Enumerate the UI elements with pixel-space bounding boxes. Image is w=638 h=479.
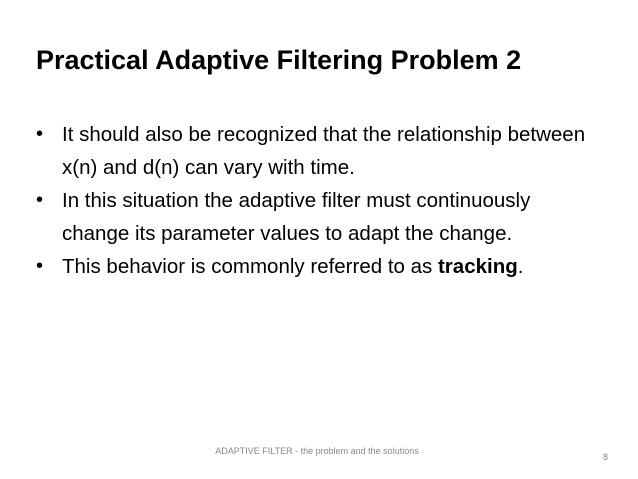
bullet-item xyxy=(36,184,596,250)
bullet-icon: • xyxy=(36,189,44,211)
bullet-text xyxy=(62,255,523,278)
bullet-list xyxy=(36,118,596,283)
slide-title: Practical Adaptive Filtering Problem 2 xyxy=(36,45,522,75)
bullet-text: It should also be recognized that the relationship between x(n) and d(n) can vary with time. xyxy=(62,123,586,179)
bullet-icon: • xyxy=(36,255,44,277)
emphasized-term: tracking xyxy=(437,255,518,278)
bullet-icon: • xyxy=(36,123,44,145)
footer-text: ADAPTIVE FILTER - the problem and the solutions xyxy=(215,446,419,456)
bullet-item xyxy=(36,250,596,283)
bullet-text: In this situation the adaptive filter must continuously change its parameter values to adapt the change. xyxy=(62,189,531,245)
bullet-text-part: This behavior is commonly referred to as xyxy=(62,255,438,278)
page-number: 8 xyxy=(602,452,608,462)
bullet-text-part: . xyxy=(517,255,524,278)
bullet-item xyxy=(36,118,596,184)
